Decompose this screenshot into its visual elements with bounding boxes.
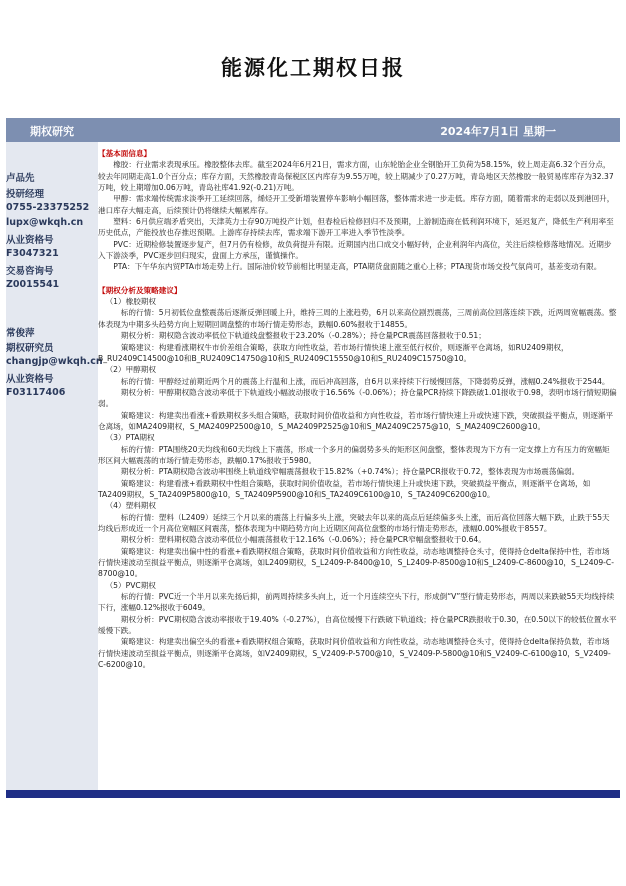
- option-subheading: （4）塑料期权: [105, 501, 156, 511]
- basics-section: [98, 159, 617, 272]
- strategy-section: [98, 296, 617, 670]
- consult-number: Z0015541: [6, 279, 60, 290]
- strategy-paragraph: 期权分析：塑料期权隐含波动率低位小幅震荡报收于12.16%（-0.06%）；持仓量PCR窄幅盘整报收于0.64。: [120, 535, 486, 545]
- strategy-paragraph: 标的行情：5月初低位盘整震荡后逐渐反弹回暖上升，维持三周的上涨趋势，6月以来高位剧烈震荡，三周前高位回落连续下跌，近两周宽幅震荡。整体表现为中期多头趋势方向上短期回调盘整的市场行情走势形态，跌幅0.60%报收于14855。: [98, 308, 617, 329]
- analyst-sidebar: [6, 142, 103, 790]
- strategy-paragraph: 策略建议：构建卖出看涨+看跌期权多头组合策略，获取时间价值收益和方向性收益，若市场行情快速上升或快速下跌，突破损益平衡点，则逐渐平仓离场，如MA2409期权，S_MA2409P2500@10，S_MA2409P2525@10和S_MA2409C2575@10，S_MA2409C2600@10。: [98, 410, 614, 431]
- qualification-number: F3047321: [6, 248, 59, 259]
- section-heading: 【期权分析及策略建议】: [98, 285, 182, 295]
- strategy-paragraph: 标的行情：PVC近一个半月以来先扬后抑，前两周持续多头向上，近一个月连续空头下行，形成倒“V”型行情走势形态，两周以来跌破55天均线持续下行，涨幅0.12%报收于6049。: [98, 592, 615, 613]
- option-subheading: （5）PVC期权: [105, 580, 156, 590]
- strategy-paragraph: 策略建议：构建看涨+看跌期权中性组合策略，获取时间价值收益，若市场行情快速上升或快速下跌，突破损益平衡点，则逐渐平仓离场，如TA2409期权，S_TA2409P5800@10，S_TA2409P5900@10和S_TA2409C6100@10，S_TA2409C6200@10。: [98, 478, 591, 499]
- analyst-phone: 0755-23375252: [6, 202, 90, 213]
- strategy-paragraph: 策略建议：构建卖出偏中性的看涨+看跌期权组合策略，获取时间价值收益和方向性收益，动态地调整持仓头寸，使得持仓delta保持中性，若市场行情快速波动至损益平衡点，则逐渐平仓离场，如L2409期权，S_L2409-P-8400@10，S_L2409-P-8500@10和S_L2409-C-8600@10，S_L2409-C-8700@10。: [98, 546, 614, 579]
- strategy-paragraph: 标的行情：PTA围绕20天均线和60天均线上下震荡，形成一个多月的偏弱势多头的矩形区间盘整，整体表现为下方有一定支撑上方有压力的宽幅矩形区间大幅震荡的市场行情走势形态，跌幅0.17%报收于5980。: [98, 444, 610, 465]
- strategy-paragraph: 期权分析：期权隐含波动率低位下轨道线盘整报收于23.20%（-0.28%）；持仓量PCR震荡回落报收于0.51；: [120, 331, 486, 341]
- qualification-label: 从业资格号: [6, 374, 54, 385]
- category-label: 期权研究: [30, 125, 74, 138]
- report-date: 2024年7月1日 星期一: [440, 125, 556, 138]
- strategy-paragraph: 标的行情：塑料（L2409）延续三个月以来的震荡上行偏多头上涨，突破去年以来的高点后延续偏多头上涨，而后高位回落大幅下跌，止跌于55天均线后形成近一个月高位宽幅区间震荡，整体表现为中期趋势方向上近期区间高位盘整的市场行情走势形态，涨幅0.00%报收于8557。: [98, 512, 610, 533]
- option-subheading: （3）PTA期权: [105, 433, 155, 443]
- report-title: 能源化工期权日报: [221, 55, 405, 80]
- strategy-paragraph: 期权分析：PTA期权隐含波动率围绕上轨道线窄幅震荡报收于15.82%（+0.74%）；持仓量PCR报收于0.72，整体表现为市场震荡偏弱。: [120, 467, 580, 477]
- consult-label: 交易咨询号: [6, 266, 54, 277]
- basics-paragraph: 塑料：6月供应端矛盾突出，天津英力士存90万吨投产计划，但春检后检修回归不及预期，上游制造商在低利润环境下，延迟复产，降低生产利用率至历史低点，产能投放也存推迟预期。上游库存持续去库，需求端下游开工率进入季节性淡季。: [98, 217, 614, 238]
- analyst-role: 投研经理: [6, 189, 45, 200]
- strategy-paragraph: 策略建议：构建看涨期权牛市价差组合策略，获取方向性收益，若市场行情快速上涨至低行权价，则逐渐平仓离场，如RU2409期权，B_RU2409C14500@10和B_RU2409C14750@10和S_RU2409C15550@10和S_RU2409C15750@10。: [98, 342, 569, 363]
- analyst-email: changjp@wkqh.cn: [6, 356, 103, 367]
- option-subheading: （2）甲醇期权: [105, 365, 156, 375]
- basics-paragraph: 橡胶：行业需求表现承压。橡胶整体去库。截至2024年6月21日，需求方面，山东轮胎企业全钢胎开工负荷为58.15%，较上周走高6.32个百分点，较去年同期走高1.0个百分点；库存方面，天然橡胶青岛保税区区内库存为9.55万吨，较上期减少了0.27万吨，青岛地区天然橡胶一般贸易库库存为32.37万吨，较上期增加0.06万吨，青岛社库41.92(-0.21)万吨。: [98, 160, 614, 193]
- strategy-paragraph: 期权分析：PVC期权隐含波动率报收于19.40%（-0.27%），自高位缓慢下行跌破下轨道线；持仓量PCR跌报收于0.30，在0.50以下的较低位置水平缓慢下跌。: [98, 614, 617, 636]
- basics-paragraph: PTA：下午华东内贸PTA市场走势上行。国际油价较节前相比明显走高，PTA期货盘面随之重心上移；PTA现货市场交投气氛尚可，基差变动有限。: [113, 262, 602, 272]
- option-subheading: （1）橡胶期权: [105, 297, 156, 307]
- basics-paragraph: PVC：近期检修装置逐步复产，但7月仍有检修，故负荷提升有限。近期国内出口成交小幅好转，企业利润年内高位，关注后续检修落地情况。近期步入下游淡季，PVC逐步回归现实，盘面上方承压，谨慎操作。: [98, 239, 612, 261]
- analyst-role: 期权研究员: [6, 343, 54, 354]
- analyst-email: lupx@wkqh.cn: [6, 217, 84, 228]
- strategy-paragraph: 标的行情：甲醇经过前期近两个月的震荡上行温和上涨，而后冲高回落，自6月以来持续下行缓慢回落，下降弱势反弹，涨幅0.24%报收于2544。: [120, 376, 610, 386]
- analyst-name: 常俊萍: [6, 328, 35, 339]
- strategy-paragraph: 期权分析：甲醇期权隐含波动率低于下轨道线小幅波动报收于16.56%（-0.06%）；持仓量PCR持续下降跌破1.01报收于0.98，表明市场行情短期偏弱。: [98, 387, 617, 409]
- basics-paragraph: 甲醇：需求端传统需求淡季开工延续回落，烯烃开工受新增装置停车影响小幅回落，整体需求进一步走低。库存方面，随着需求的走弱以及到港回升，港口库存大幅走高，后续预计仍将继续大幅累库存。: [98, 194, 615, 215]
- qualification-number: F03117406: [6, 387, 66, 398]
- qualification-label: 从业资格号: [6, 235, 54, 246]
- section-heading: 【基本面信息】: [98, 149, 152, 158]
- header-bar: [6, 118, 620, 142]
- report-body: [98, 148, 617, 670]
- analyst-name: 卢品先: [6, 173, 35, 184]
- footer-bar: [6, 790, 620, 798]
- strategy-paragraph: 策略建议：构建卖出偏空头的看涨+看跌期权组合策略，获取时间价值收益和方向性收益，动态地调整持仓头寸，使得持仓delta保持负数，若市场行情快速波动至损益平衡点，则逐渐平仓离场，如V2409期权，S_V2409-P-5700@10，S_V2409-P-5800@10和S_V2409-C-6100@10，S_V2409-C-6200@10。: [98, 637, 611, 670]
